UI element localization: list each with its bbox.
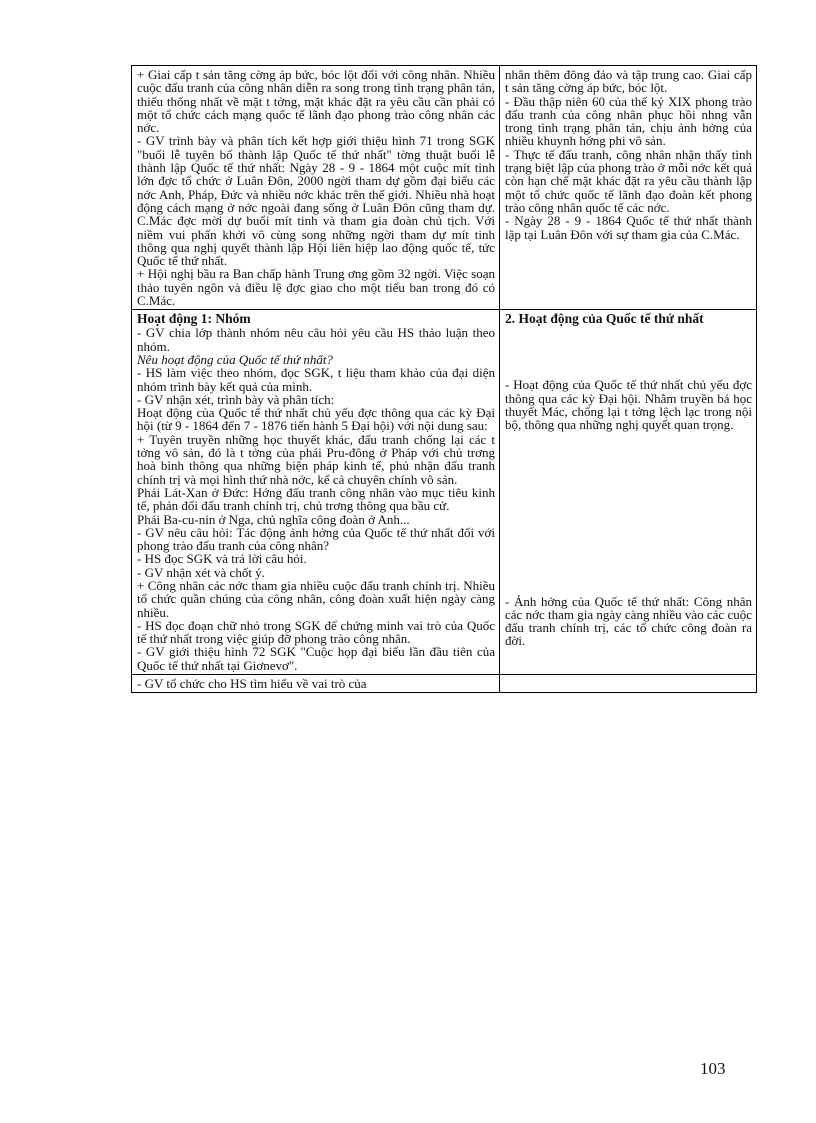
right-column-cell — [500, 675, 757, 693]
left-column-cell — [132, 66, 500, 310]
paragraph: - GV nhận xét, trình bày và phân tích: — [137, 391, 335, 407]
right-column-cell — [500, 66, 757, 310]
paragraph: + Tuyên truyền những học thuyết khác, đấu tranh chống lại các t tởng vô sản, đó là t tởng của phái Pru-đông ở Pháp với chủ trơng hoà bình thông qua những biện pháp kinh tế, phủ nhận đấu tranh chính trị và mọi hình thứ nhà nớc, kể cả chuyên chính vô sản. — [137, 431, 495, 487]
paragraph: - Thực tế đấu tranh, công nhân nhận thấy tình trạng biệt lập của phong trào ở mỗi nớc kết quả còn hạn chế mặt khác đặt ra yêu cầu thành lập một tổ chức quốc tế lãnh đạo đoàn kết phong trào công nhân quốc tế các nớc. — [505, 146, 752, 215]
paragraph: - GV trình bày và phân tích kết hợp giới thiệu hình 71 trong SGK "buổi lễ tuyên bố thành lập Quốc tế thứ nhất" tờng thuật buổi lễ thành lập Quốc tế thứ nhất: Ngày 28 - 9 - 1864 một cuộc mít tinh lớn đợc tổ chức ở Luân Đôn, 2000 ngời tham dự gồm đại biểu các nớc Anh, Pháp, Đức và nhiều nớc khác trên thế giới. Nhiều nhà hoạt động cách mạng ở nớc ngoài đang sống ở Luân Đôn cũng tham dự. C.Mác đợc mời dự buổi mít tinh và tham gia đoàn chủ tịch. Với niềm vui phấn khởi vô cùng song những ngời tham dự mít tinh thông qua nghị quyết thành lập Hội liên hiệp lao động quốc tế, tức Quốc tế thứ nhất. — [137, 133, 495, 269]
page-number: 103 — [700, 1059, 726, 1078]
paragraph: - GV tổ chức cho HS tìm hiểu về vai trò của — [137, 676, 367, 692]
section-heading: 2. Hoạt động của Quốc tế thứ nhất — [505, 311, 704, 327]
paragraph: - HS làm việc theo nhóm, đọc SGK, t liệu tham khảo của đại diện nhóm trình bày kết quả của mình. — [137, 365, 495, 394]
spacer — [505, 432, 752, 595]
right-column-cell — [500, 310, 757, 675]
paragraph: - GV nêu câu hỏi: Tác động ảnh hởng của Quốc tế thứ nhất đối với phong trào đấu tranh của công nhân? — [137, 524, 495, 554]
spacer — [505, 326, 752, 378]
paragraph: nhân thêm đông đảo và tập trung cao. Giai cấp t sản tăng cờng áp bức, bóc lột. — [505, 67, 752, 96]
paragraph: - Đầu thập niên 60 của thế kỷ XIX phong trào đấu tranh của công nhân phục hồi nhng vẫn trong tình trạng phân tán, chịu ảnh hởng của nhiều khuynh hớng phi vô sản. — [505, 93, 752, 149]
paragraph: Hoạt động của Quốc tế thứ nhất chủ yếu đợc thông qua các kỳ Đại hội (từ 9 - 1864 đến 7 - 1876 tiến hành 5 Đại hội) với nội dung sau: — [137, 405, 495, 434]
paragraph: - Ngày 28 - 9 - 1864 Quốc tế thứ nhất thành lập tại Luân Đôn với sự tham gia của C.Mác. — [505, 213, 752, 242]
paragraph: - HS đọc đoạn chữ nhỏ trong SGK để chứng minh vai trò của Quốc tế thứ nhất trong việc giúp đỡ phong trào công nhân. — [137, 617, 495, 647]
activity-heading: Hoạt động 1: Nhóm — [137, 311, 251, 327]
paragraph: - Hoạt động của Quốc tế thứ nhất chủ yếu đợc thông qua các kỳ Đại hội. Nhằm truyền bá học thuyết Mác, chống lại t tởng lệch lạc trong nội bộ, thông qua những nghị quyết quan trọng. — [505, 377, 752, 433]
paragraph: - GV nhận xét và chốt ý. — [137, 564, 265, 580]
table-row — [132, 66, 757, 310]
paragraph: + Hội nghị bầu ra Ban chấp hành Trung ơng gồm 32 ngời. Việc soạn thảo tuyên ngôn và điều lệ đợc giao cho một tiểu ban trong đó có C.Mác. — [137, 266, 495, 309]
paragraph: + Công nhân các nớc tham gia nhiều cuộc đấu tranh chính trị. Nhiều tổ chức quần chúng của công nhân, công đoàn xuất hiện ngày càng nhiều. — [137, 577, 495, 620]
left-column-cell — [132, 310, 500, 675]
paragraph: - Ảnh hởng của Quốc tế thứ nhất: Công nhân các nớc tham gia ngày càng nhiều vào các cuộc đấu tranh chính trị, các tổ chức công đoàn ra đời. — [505, 593, 752, 649]
lesson-table — [131, 65, 757, 693]
paragraph: - HS đọc SGK và trả lời câu hỏi. — [137, 551, 307, 567]
paragraph: + Giai cấp t sản tăng cờng áp bức, bóc lột đối với công nhân. Nhiều cuộc đấu tranh của công nhân diễn ra song trong tình trạng phân tán, thiếu thống nhất về mặt t tởng, mặt khác đặt ra yêu cầu cần phải có một tổ chức cách mạng quốc tế lãnh đạo phong trào công nhân các nớc. — [137, 67, 495, 136]
question-italic: Nêu hoạt động của Quốc tế thứ nhất? — [137, 351, 333, 367]
paragraph: Phái Lát-Xan ở Đức: Hớng đấu tranh công nhân vào mục tiêu kinh tế, phản đối đấu tranh chính trị, chủ trơng thông qua bầu cử. — [137, 484, 495, 514]
left-column-cell — [132, 675, 500, 693]
paragraph: Phái Ba-cu-nin ở Nga, chủ nghĩa công đoàn ở Anh... — [137, 511, 410, 527]
table-row — [132, 675, 757, 693]
paragraph: - GV chia lớp thành nhóm nêu câu hỏi yêu cầu HS thảo luận theo nhóm. — [137, 325, 495, 354]
paragraph: - GV giới thiệu hình 72 SGK "Cuộc họp đại biểu lần đầu tiên của Quốc tế thứ nhất tại Giơnevơ". — [137, 644, 495, 673]
table-row — [132, 310, 757, 675]
